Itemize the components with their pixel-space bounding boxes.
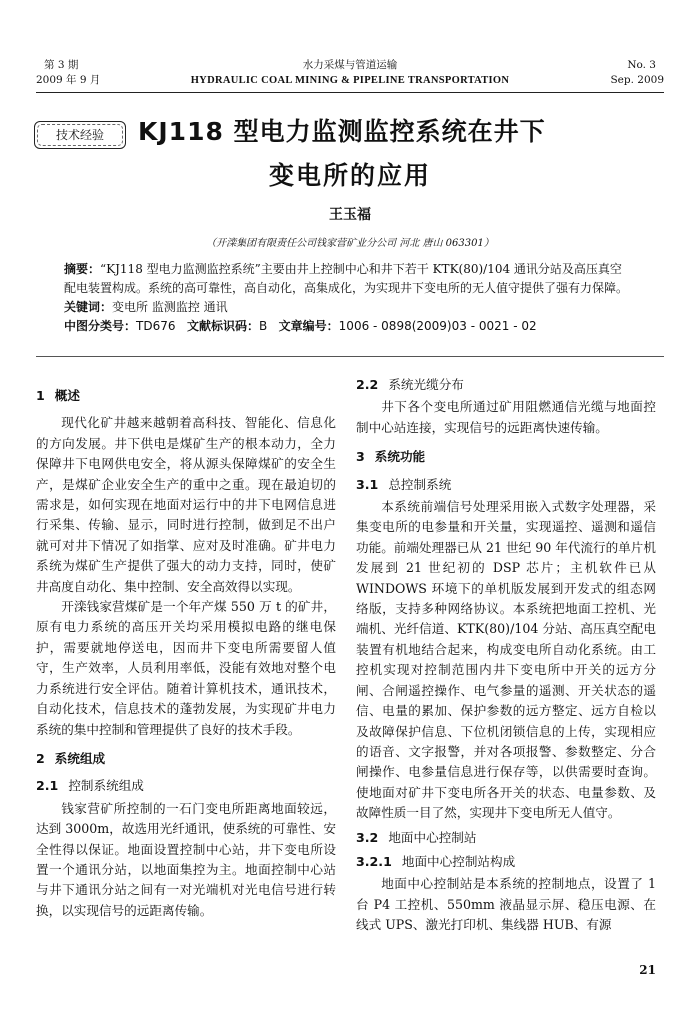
- subsection-number: 3.2: [356, 829, 379, 845]
- article-title-line2: 变电所的应用: [268, 161, 431, 190]
- keywords-text: 变电所 监测监控 通讯: [112, 300, 228, 314]
- section-title: 系统组成: [54, 750, 106, 766]
- section-heading: [36, 386, 336, 406]
- subsection-heading: [356, 828, 656, 848]
- subsection-number: 2.1: [36, 778, 59, 794]
- paragraph: 现代化矿井越来越朝着高科技、智能化、信息化的方向发展。井下供电是煤矿生产的根本动力，全力保障井下电网供电安全，将从源头保障煤矿的安全生产，是煤矿企业安全生产的重中之重。现在最迫切的需求是，如何实现在地面对运行中的井下电网信息进行采集、传输、显示，同时进行控制，做到足不出户就可对井下情况了如指掌、应对及时准确。矿井电力系统为煤矿生产提供了强大的动力支持，同时，使矿井高度自动化、集中控制、安全高效得以实现。: [36, 415, 336, 594]
- section-title: 概述: [54, 388, 80, 403]
- section-heading: [36, 749, 336, 769]
- column-badge: 技术经验: [34, 121, 126, 149]
- section-number: 3: [356, 449, 365, 465]
- keywords-label: 关键词：: [64, 300, 113, 314]
- author-affiliation: （开滦集团有限责任公司钱家营矿业分公司 河北 唐山 063301）: [206, 238, 494, 249]
- clc-label: 中图分类号：: [64, 319, 137, 333]
- subsection-title: 总控制系统: [388, 476, 452, 492]
- section-number: 2: [36, 750, 45, 766]
- article-title-line1: KJ118 型电力监测监控系统在井下: [138, 117, 546, 146]
- subsection-title: 地面中心控制站: [388, 829, 477, 845]
- paragraph: 本系统前端信号处理采用嵌入式数字处理器，采集变电所的电参量和开关量，实现遥控、遥测和遥信功能。前端处理器已从 21 世纪 90 年代流行的单片机发展到 21 世纪初的 DSP 芯片；主机软件已从 WINDOWS 环境下的单机版发展到开发式的组态网络版，支持多种网络协议。本系统把地面工控机、光端机、光纤信道、KTK(80)/104 分站、高压真空配电装置有机地结合起来，构成变电所自动化系统。由工控机实现对控制范围内井下变电所中开关的远方分闸、合闸遥控操作、电气参量的遥测、开关状态的遥信、电量的累加、保护参数的远方整定、远方自检以及故障保护信息、下位机闭锁信息的上传，实现相应的语音、文字报警，并对各项报警、参数整定、分合闸操作、电参量信息进行保存等，以供需要时查询。使地面对矿井下变电所各开关的状态、电量参数、及故障性质一目了然，实现井下变电所无人值守。: [356, 499, 656, 821]
- abstract-label: 摘要：: [64, 262, 101, 276]
- paragraph: 井下各个变电所通过矿用阻燃通信光缆与地面控制中心站连接，实现信号的远距离快速传输。: [356, 399, 656, 435]
- subsection-number: 2.2: [356, 377, 379, 392]
- subsection-heading: [356, 375, 656, 395]
- paragraph: 开滦钱家营煤矿是一个年产煤 550 万 t 的矿井，原有电力系统的高压开关均采用模拟电路的继电保护，需要就地停送电，因而井下变电所需要留人值守，生产效率，人员利用率低，没能有效地对整个电力系统进行安全评估。随着计算机技术，通讯技术，自动化技术，信息技术的蓬勃发展，为实现矿井电力系统的集中控制和管理提供了良好的技术手段。: [36, 599, 336, 737]
- abstract-text: “KJ118 型电力监测监控系统”主要由井上控制中心和井下若干 KTK(80)/104 通讯分站及高压真空配电装置构成。系统的高可靠性，高自动化，高集成化，为实现井下变电所的无人值守提供了强有力保障。: [64, 262, 629, 295]
- date-cn: 2009 年 9 月: [36, 74, 101, 86]
- subsection-title: 控制系统组成: [68, 778, 144, 794]
- subsection-number: 3.2.1: [356, 853, 392, 869]
- subsection-title: 系统光缆分布: [388, 377, 464, 392]
- section-title: 系统功能: [374, 449, 426, 465]
- author-name: 王玉福: [329, 207, 371, 223]
- keywords: [64, 298, 630, 317]
- subsection-heading: [36, 776, 336, 796]
- journal-title-cn: 水力采煤与管道运输: [302, 59, 398, 71]
- abstract-divider: [36, 356, 664, 357]
- issue-en: No. 3: [627, 59, 656, 71]
- section-heading: [356, 447, 656, 467]
- paragraph: 地面中心控制站是本系统的控制地点，设置了 1 台 P4 工控机、550mm 液晶显示屏、稳压电源、在线式 UPS、激光打印机、集线器 HUB、有源: [356, 876, 656, 933]
- abstract: [64, 260, 630, 298]
- right-column: [356, 375, 656, 936]
- subsection-title: 地面中心控制站构成: [401, 853, 516, 869]
- abstract-block: [64, 260, 630, 336]
- header-right: [610, 58, 664, 88]
- article-number-label: 文章编号：: [278, 319, 339, 333]
- classification-line: [64, 317, 630, 336]
- header-center: [36, 58, 664, 88]
- article-number-value: 1006 - 0898(2009)03 - 0021 - 02: [338, 319, 537, 333]
- left-column: [36, 375, 336, 921]
- section-number: 1: [36, 388, 45, 403]
- subsection-heading: [356, 475, 656, 495]
- page-number: 21: [639, 963, 656, 977]
- journal-title-en: HYDRAULIC COAL MINING & PIPELINE TRANSPORTATION: [190, 75, 510, 86]
- doc-code-value: B: [258, 319, 268, 333]
- running-header: [36, 58, 664, 93]
- subsection-number: 3.1: [356, 476, 379, 492]
- paragraph: 钱家营矿所控制的一石门变电所距离地面较远，达到 3000m，故选用光纤通讯，使系统的可靠性、安全性得以保证。地面设置控制中心站，井下变电所设置一个通讯分站，以地面集控为主。地面控制中心站与井下通讯分站之间有一对光端机对光电信号进行转换，以实现信号的远距离传输。: [36, 800, 336, 918]
- date-en: Sep. 2009: [610, 74, 664, 86]
- doc-code-label: 文献标识码：: [186, 319, 259, 333]
- clc-value: TD676: [136, 319, 176, 333]
- subsection-heading: [356, 852, 656, 872]
- issue-cn: 第 3 期: [44, 59, 79, 71]
